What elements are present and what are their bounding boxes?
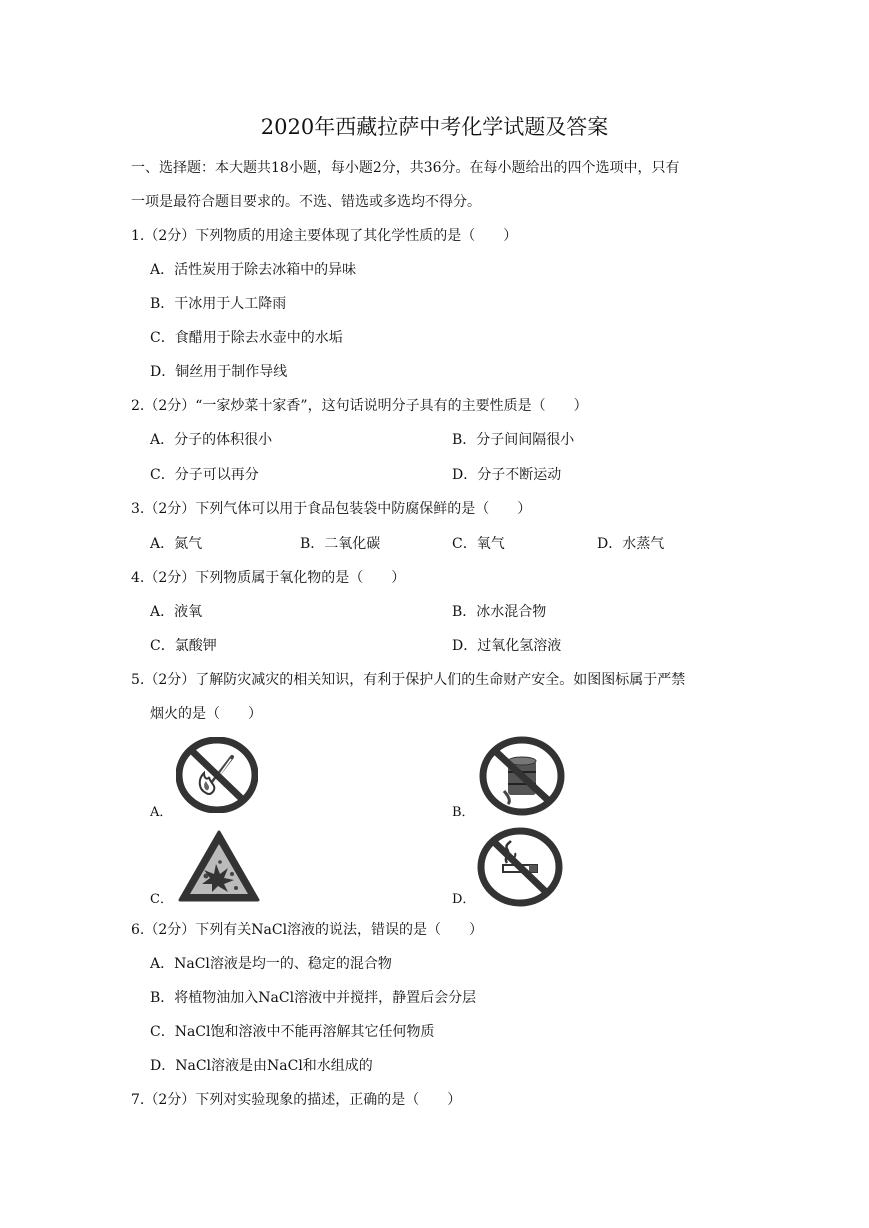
question-2-stem: 2.（2分）“一家炒菜十家香”，这句话说明分子具有的主要性质是（ ）: [131, 398, 588, 414]
question-1-option-b: B．干冰用于人工降雨: [150, 296, 287, 312]
question-2-option-b: B．分子间间隔很小: [452, 432, 575, 448]
no-smoking-sign-icon: [477, 827, 563, 907]
question-2-option-a: A．分子的体积很小: [150, 432, 273, 448]
question-5-option-b: B．: [452, 805, 475, 820]
question-5-option-a: A．: [150, 805, 173, 820]
question-4-option-d: D．过氧化氢溶液: [452, 638, 562, 654]
question-7-stem: 7.（2分）下列对实验现象的描述，正确的是（ ）: [131, 1092, 462, 1108]
question-6-option-a: A．NaCl溶液是均一的、稳定的混合物: [150, 956, 392, 972]
question-1-option-d: D．铜丝用于制作导线: [150, 364, 288, 380]
question-3-option-c: C．氧气: [452, 536, 505, 552]
question-3-option-d: D．水蒸气: [597, 536, 665, 552]
question-5-option-c: C．: [150, 892, 173, 907]
question-4-option-b: B．冰水混合物: [452, 604, 547, 620]
question-3-option-a: A．氮气: [150, 536, 203, 552]
question-3-option-b: B．二氧化碳: [300, 536, 381, 552]
question-4-option-a: A．液氧: [150, 604, 203, 620]
question-2-option-d: D．分子不断运动: [452, 467, 562, 483]
question-6-stem: 6.（2分）下列有关NaCl溶液的说法，错误的是（ ）: [131, 922, 484, 938]
question-4-option-c: C．氯酸钾: [150, 638, 217, 654]
question-2-option-c: C．分子可以再分: [150, 467, 259, 483]
question-5-stem-continued: 烟火的是（ ）: [150, 706, 262, 722]
question-3-stem: 3.（2分）下列气体可以用于食品包装袋中防腐保鲜的是（ ）: [131, 501, 532, 517]
question-1-option-c: C．食醋用于除去水壶中的水垢: [150, 330, 343, 346]
question-1-option-a: A．活性炭用于除去冰箱中的异味: [150, 262, 357, 278]
question-6-option-b: B．将植物油加入NaCl溶液中并搅拌，静置后会分层: [150, 990, 477, 1006]
page-title: 2020年西藏拉萨中考化学试题及答案: [260, 115, 609, 139]
question-6-option-c: C．NaCl饱和溶液中不能再溶解其它任何物质: [150, 1024, 435, 1040]
section-instruction-line-2: 一项是最符合题目要求的。不选、错选或多选均不得分。: [131, 194, 481, 210]
explosive-warning-icon: [176, 828, 262, 904]
no-fire-sign-icon: [176, 737, 258, 813]
question-4-stem: 4.（2分）下列物质属于氧化物的是（ ）: [131, 570, 406, 586]
question-6-option-d: D．NaCl溶液是由NaCl和水组成的: [150, 1058, 373, 1074]
question-5-option-d: D．: [452, 892, 476, 907]
section-instruction-line-1: 一、选择题：本大题共18小题，每小题2分，共36分。在每小题给出的四个选项中，只有: [131, 160, 680, 176]
question-5-stem: 5.（2分）了解防灾减灾的相关知识，有利于保护人们的生命财产安全。如图图标属于严禁: [131, 672, 686, 688]
question-1-stem: 1.（2分）下列物质的用途主要体现了其化学性质的是（ ）: [131, 228, 518, 244]
no-oil-drum-sign-icon: [479, 736, 565, 816]
